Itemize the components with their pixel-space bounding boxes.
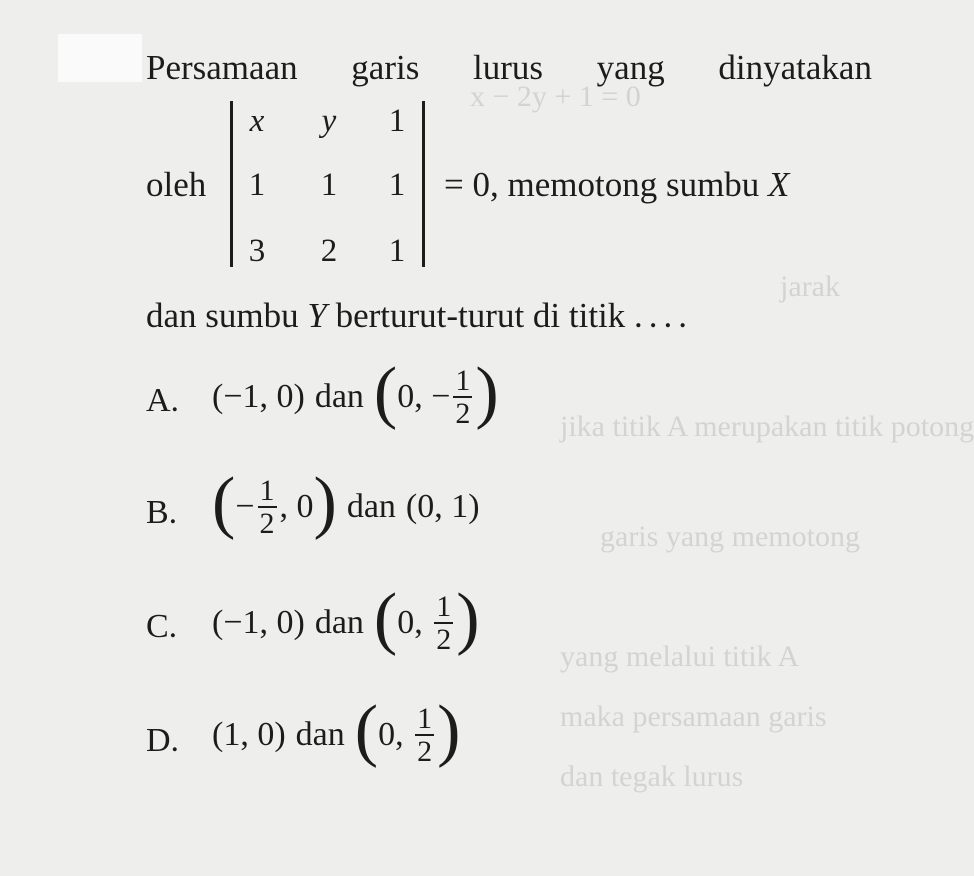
bleed-through-text: jika titik A merupakan titik potong (560, 410, 974, 443)
first-point: (−1, 0) (212, 604, 305, 641)
option-body (212, 464, 480, 542)
option-body (212, 580, 480, 658)
paren-close: ) (313, 464, 337, 541)
line3-post: berturut-turut di titik (335, 296, 626, 335)
connector: dan (314, 604, 364, 641)
fraction-numerator: 1 (455, 363, 471, 397)
paren-open: ( (373, 580, 398, 657)
fraction (415, 703, 434, 768)
paren-open: ( (212, 464, 236, 541)
bleed-through-text: maka persamaan garis (560, 700, 827, 733)
connector: dan (314, 378, 364, 415)
option-body (212, 354, 499, 432)
paren-close: ) (456, 580, 480, 657)
option-letter: C. (146, 608, 178, 645)
determinant-line (146, 95, 886, 279)
second-point-open: 0, (378, 716, 413, 753)
first-point: (1, 0) (212, 716, 286, 753)
second-point-open: 0, (397, 604, 432, 641)
determinant-left-bar (230, 101, 233, 267)
ellipsis: .... (634, 296, 694, 335)
matrix-cell: 1 (388, 233, 406, 269)
option-letter: D. (146, 722, 180, 759)
line3-pre: dan sumbu (146, 296, 299, 335)
matrix-cell: y (321, 103, 337, 139)
bleed-through-text: yang melalui titik A (560, 640, 800, 673)
question-line-1 (146, 48, 872, 88)
option-body (212, 692, 461, 770)
paren-close: ) (437, 692, 461, 769)
fraction-numerator: 1 (259, 473, 275, 507)
fraction (434, 591, 453, 656)
fraction-denominator: 2 (455, 397, 471, 430)
paren-open: ( (354, 692, 379, 769)
first-point-open: − (235, 488, 255, 525)
fraction-denominator: 2 (436, 623, 452, 656)
fraction-denominator: 2 (417, 735, 433, 768)
axis-x-label: X (768, 165, 790, 204)
connector: dan (346, 488, 396, 525)
first-point: (−1, 0) (212, 378, 305, 415)
second-point-open: 0, − (397, 378, 451, 415)
matrix-cell: 3 (248, 233, 266, 269)
option-letter: A. (146, 382, 180, 419)
matrix-cell: x (249, 103, 265, 139)
word: dinyatakan (718, 48, 872, 87)
fraction-denominator: 2 (259, 507, 275, 540)
paren-open: ( (373, 354, 398, 431)
fraction-numerator: 1 (417, 701, 433, 735)
bleed-through-text: dan tegak lurus (560, 760, 744, 793)
equals-phrase: = 0, memotong sumbu (444, 165, 760, 204)
word: lurus (473, 48, 543, 87)
matrix-cell: 1 (388, 167, 406, 203)
matrix-cell: 1 (388, 103, 406, 139)
equals-text (444, 165, 789, 205)
matrix-cell: 2 (320, 233, 338, 269)
oleh-text: oleh (146, 165, 207, 204)
word: Persamaan (146, 48, 298, 87)
bleed-through-text: x − 2y + 1 = 0 (470, 80, 641, 113)
option-letter: B. (146, 494, 178, 531)
fraction (258, 475, 277, 540)
determinant-right-bar (422, 101, 425, 267)
word: garis (351, 48, 420, 87)
fraction (453, 365, 472, 430)
paper-patch (58, 34, 142, 82)
fraction-numerator: 1 (436, 589, 452, 623)
bleed-through-text: garis yang memotong (600, 520, 860, 553)
bleed-through-text: jarak (780, 270, 840, 303)
matrix-cell: 1 (248, 167, 266, 203)
second-point: (0, 1) (405, 488, 480, 525)
question-line-3 (146, 296, 693, 336)
word: yang (596, 48, 665, 87)
axis-y-label: Y (307, 296, 327, 335)
matrix-cell: 1 (320, 167, 338, 203)
paren-close: ) (475, 354, 499, 431)
first-point-close: , 0 (279, 488, 314, 525)
connector: dan (295, 716, 345, 753)
